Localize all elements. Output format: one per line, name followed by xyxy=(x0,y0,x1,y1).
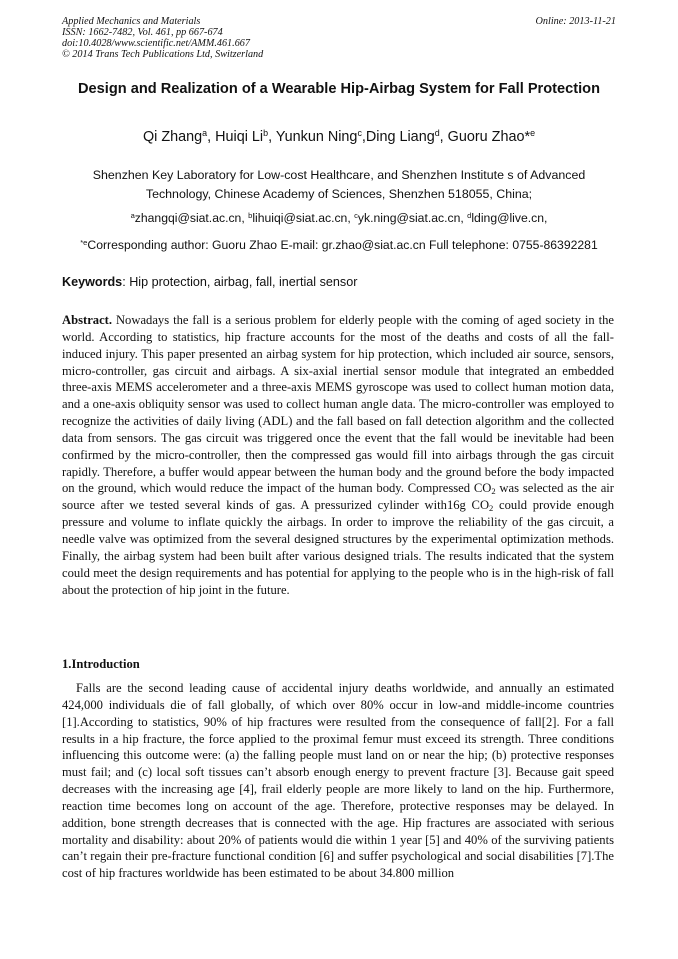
abstract-label: Abstract. xyxy=(62,313,113,327)
subscript: 2 xyxy=(489,503,494,514)
author-mark: c xyxy=(357,128,362,139)
author xyxy=(143,129,215,145)
copyright-line: © 2014 Trans Tech Publications Ltd, Switzerland xyxy=(62,49,264,60)
abstract-text: was selected as the air source after we tested several kinds of gas. A pressurized cylinder with16g CO xyxy=(62,481,614,513)
issn-line: ISSN: 1662-7482, Vol. 461, pp 667-674 xyxy=(62,27,223,38)
author-separator: , xyxy=(361,129,366,145)
section-heading: 1.Introduction xyxy=(62,657,140,671)
author-name: Qi Zhang xyxy=(142,129,203,145)
journal-header xyxy=(62,16,616,60)
email-mark: b xyxy=(248,210,253,220)
author-separator: , xyxy=(207,129,216,145)
email-mark: d xyxy=(467,210,472,220)
author xyxy=(276,129,366,145)
author-mark: b xyxy=(263,128,269,139)
author-name: Huiqi Li xyxy=(215,129,264,145)
author-separator: , xyxy=(439,129,448,145)
corresponding-text: Corresponding author: Guoru Zhao E-mail: gr.zhao@siat.ac.cn Full telephone: 0755-86392281 xyxy=(87,238,598,252)
affiliation: Shenzhen Key Laboratory for Low-cost Healthcare, and Shenzhen Institute s of Advanced Technology, Chinese Academy of Sciences, Shenzhen 518055, China; xyxy=(92,168,586,201)
author-name: Guoru Zhao* xyxy=(447,129,531,145)
email-address[interactable]: lihuiqi@siat.ac.cn, xyxy=(252,211,355,225)
author-mark: d xyxy=(434,128,440,139)
author-list xyxy=(40,128,638,146)
corresponding-author xyxy=(62,237,616,253)
email-mark: a xyxy=(130,210,135,220)
abstract-text: Nowadays the fall is a serious problem for elderly people with the coming of aged society in the world. According to statistics, hip fracture accounts for the most of the deaths and costs of all the fall-induced injury. This paper presented an airbag system for hip protection, which included air source, sensors, micro-controller, gas circuit and airbags. A six-axial inertial sensor module that integrated an embedded three-axis MEMS accelerometer and a three-axis MEMS gyroscope was used to collect human motion data, and a one-axis obliquity sensor was used to collect human angle data. The micro-controller was employed to recognize the activities of daily living (ADL) and the fall based on fall detection algorithm and the collected data from sensors. The gas circuit was triggered once the event that the fall would be inevitable had been confirmed by the micro-controller, then the compressed gas would fill into airbags through the gas circuit rapidly. Therefore, a buffer would appear between the human body and the ground before the body impacted on the ground, which would reduce the impact of the human body. Compressed CO xyxy=(62,313,614,496)
intro-paragraph: Falls are the second leading cause of accidental injury deaths worldwide, and annually an estimated 424,000 individuals die of fall globally, of which over 80% occur in low-and middle-income countries [1].According to statistics, 90% of hip fractures were resulted from the consequence of fall[2]. For a fall results in a hip fracture, the force applied to the proximal femur must exceed its strength. Three conditions influencing this outcome were: (a) the falling people must land on or near the hip; (b) protective responses must fail; and (c) local soft tissues can’t absorb enough energy to prevent fracture [3]. Because gait speed decreases with the increasing age [4], frail elderly people are more likely to land on the hip. Furthermore, reaction time becomes long on account of the age. Therefore, protective responses may be delayed. In addition, bone strength decreases that is connected with the age. Hip fractures are associated with serious mortality and disability: about 20% of patients would die within 1 year [5] and 40% of the surviving patients can’t regain their pre-fracture functional condition [6] and suffer psychological and social disabilities [7].The cost of hip fractures worldwide has been estimated to be about 34.800 million xyxy=(62,681,614,881)
journal-name: Applied Mechanics and Materials xyxy=(62,16,201,27)
abstract xyxy=(62,312,614,598)
author-mark: a xyxy=(202,128,208,139)
author-separator: , xyxy=(268,129,276,145)
keywords-label: Keywords xyxy=(62,275,123,289)
author-mark: e xyxy=(530,128,536,139)
email-mark: c xyxy=(354,210,358,220)
author xyxy=(215,129,276,145)
subscript: 2 xyxy=(491,486,496,497)
email-address[interactable]: yk.ning@siat.ac.cn, xyxy=(357,211,468,225)
email-address[interactable]: zhangqi@siat.ac.cn, xyxy=(134,211,249,225)
keywords-text: : Hip protection, airbag, fall, inertial sensor xyxy=(122,275,358,289)
paper-title: Design and Realization of a Wearable Hip-Airbag System for Fall Protection xyxy=(78,81,600,97)
online-date: Online: 2013-11-21 xyxy=(535,16,616,27)
author-name: Ding Liang xyxy=(365,129,435,145)
abstract-text: could provide enough pressure and volume to inflate quickly the airbags. In order to improve the reliability of the gas circuit, a needle valve was optimized from the several designed structures by the experimental optimization methods. Finally, the airbag system had been built after various designed trials. The results indicated that the system could meet the design requirements and has potential for applying to the people who is in the high-risk of fall about the protection of hip joint in the future. xyxy=(62,498,614,597)
doi-line[interactable]: doi:10.4028/www.scientific.net/AMM.461.667 xyxy=(62,38,250,49)
author xyxy=(448,129,535,145)
corresponding-mark: *e xyxy=(80,237,88,247)
email-address[interactable]: lding@live.cn, xyxy=(471,211,548,225)
author xyxy=(366,129,448,145)
email-list xyxy=(62,210,616,226)
author-name: Yunkun Ning xyxy=(275,129,358,145)
keywords xyxy=(62,274,616,290)
